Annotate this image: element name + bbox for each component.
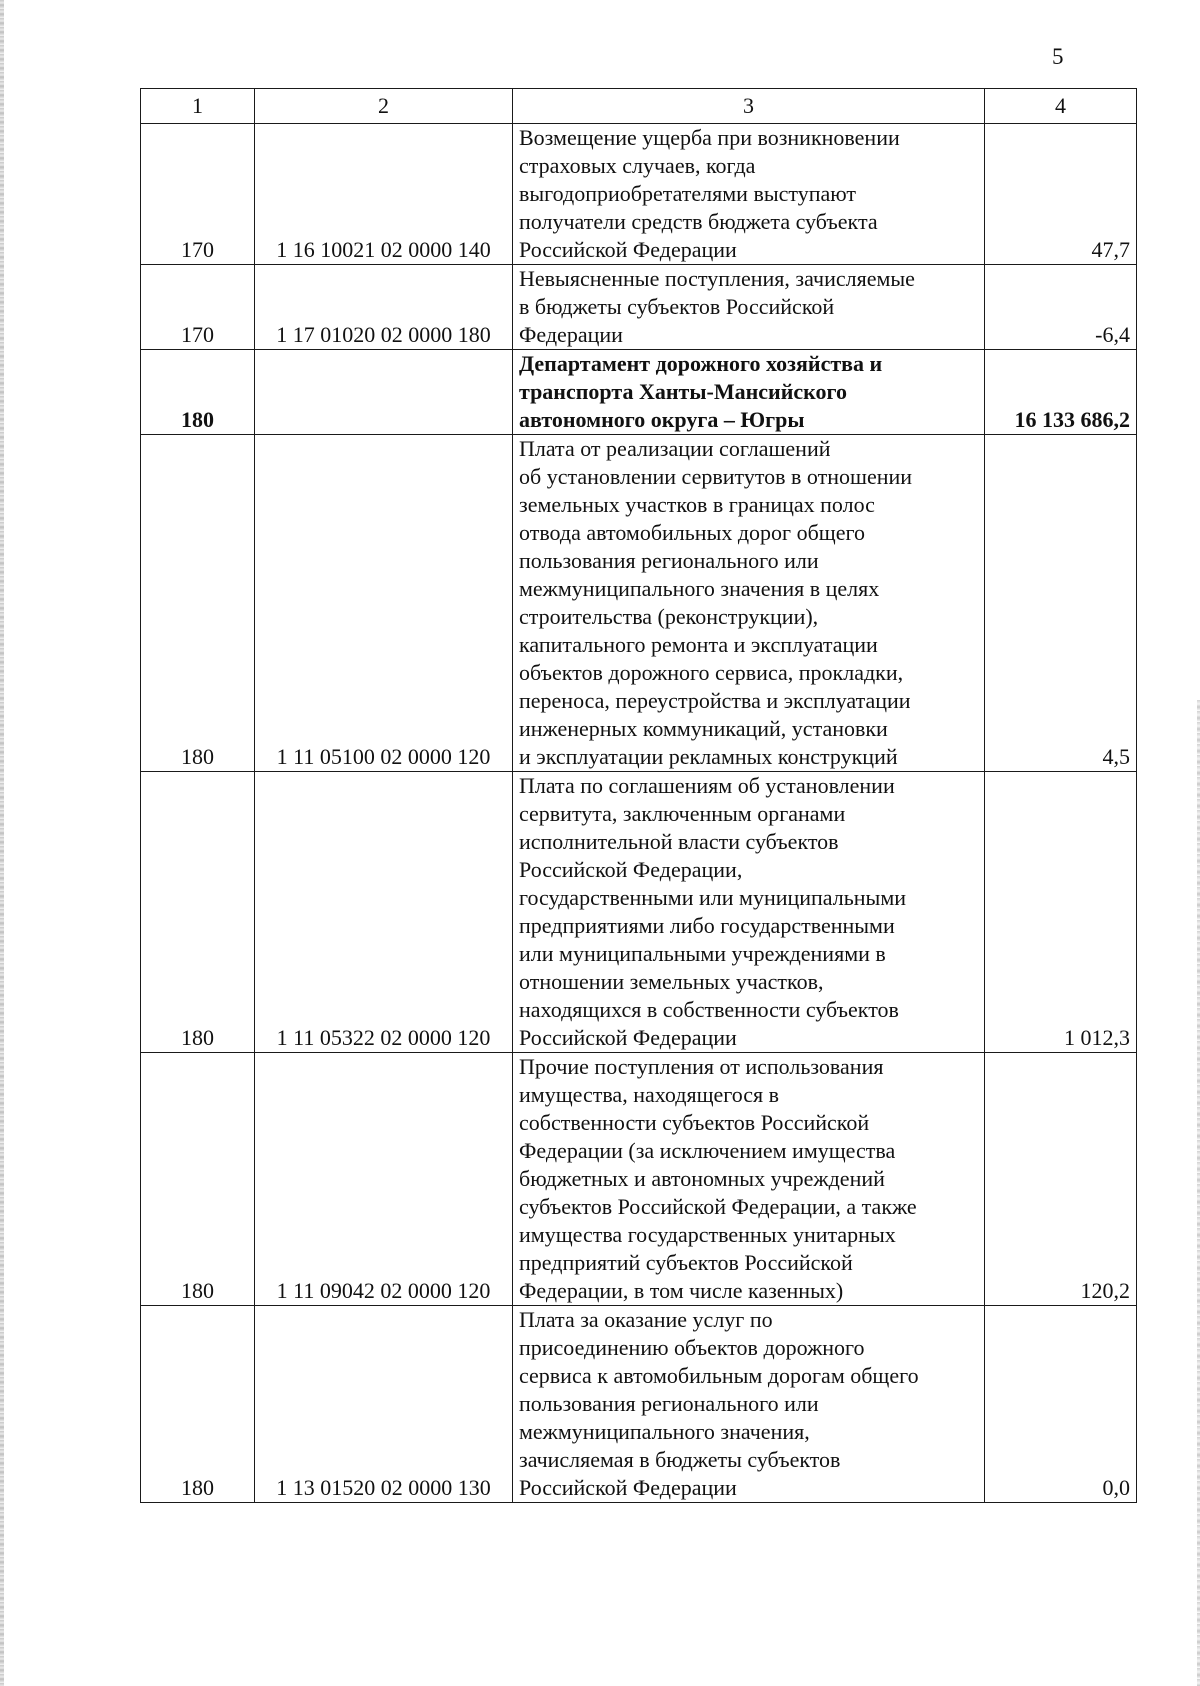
description-line: Федерации, в том числе казенных): [519, 1278, 844, 1303]
description-line: об установлении сервитутов в отношении: [519, 464, 913, 489]
table-row: [141, 350, 1137, 435]
revenue-description-cell: [513, 350, 985, 435]
amount-cell: 47,7: [985, 124, 1137, 265]
description-line: Плата от реализации соглашений: [519, 436, 831, 461]
table-row: [141, 1053, 1137, 1306]
revenue-table-body: [141, 89, 1137, 1503]
table-row: [141, 772, 1137, 1053]
revenue-description-cell: [513, 772, 985, 1053]
description-line: Департамент дорожного хозяйства и: [519, 351, 883, 376]
description-line: пользования регионального или: [519, 1391, 819, 1416]
description-line: пользования регионального или: [519, 548, 819, 573]
description-line: Плата за оказание услуг по: [519, 1307, 773, 1332]
revenue-code-cell: 1 11 05322 02 0000 120: [255, 772, 513, 1053]
description-line: Прочие поступления от использования: [519, 1054, 884, 1079]
description-line: земельных участков в границах полос: [519, 492, 875, 517]
description-line: выгодоприобретателями выступают: [519, 181, 857, 206]
admin-code-cell: 180: [141, 772, 255, 1053]
description-line: собственности субъектов Российской: [519, 1110, 870, 1135]
description-line: Российской Федерации: [519, 237, 737, 262]
description-line: сервиса к автомобильным дорогам общего: [519, 1363, 919, 1388]
revenue-code-cell: 1 11 05100 02 0000 120: [255, 435, 513, 772]
column-header-3: 3: [513, 89, 985, 124]
description-line: межмуниципального значения,: [519, 1419, 810, 1444]
description-line: Федерации (за исключением имущества: [519, 1138, 896, 1163]
table-row: [141, 1306, 1137, 1503]
description-line: имущества государственных унитарных: [519, 1222, 896, 1247]
amount-cell: -6,4: [985, 265, 1137, 350]
description-line: зачисляемая в бюджеты субъектов: [519, 1447, 841, 1472]
admin-code-cell: 180: [141, 1053, 255, 1306]
description-line: или муниципальными учреждениями в: [519, 941, 886, 966]
description-line: субъектов Российской Федерации, а также: [519, 1194, 917, 1219]
admin-code-cell: 180: [141, 1306, 255, 1503]
table-row: [141, 435, 1137, 772]
description-line: капитального ремонта и эксплуатации: [519, 632, 878, 657]
description-line: Возмещение ущерба при возникновении: [519, 125, 900, 150]
amount-cell: 0,0: [985, 1306, 1137, 1503]
description-line: имущества, находящегося в: [519, 1082, 780, 1107]
description-line: переноса, переустройства и эксплуатации: [519, 688, 911, 713]
description-line: Плата по соглашениям об установлении: [519, 773, 895, 798]
revenue-description-cell: [513, 265, 985, 350]
description-line: бюджетных и автономных учреждений: [519, 1166, 885, 1191]
column-header-2: 2: [255, 89, 513, 124]
description-line: предприятиями либо государственными: [519, 913, 895, 938]
revenue-code-cell: 1 17 01020 02 0000 180: [255, 265, 513, 350]
description-line: Российской Федерации,: [519, 857, 743, 882]
description-line: государственными или муниципальными: [519, 885, 907, 910]
description-line: присоединению объектов дорожного: [519, 1335, 865, 1360]
revenue-description-cell: [513, 435, 985, 772]
description-line: отношении земельных участков,: [519, 969, 824, 994]
amount-cell: 16 133 686,2: [985, 350, 1137, 435]
revenue-description-cell: [513, 124, 985, 265]
revenue-code-cell: [255, 350, 513, 435]
description-line: транспорта Ханты-Мансийского: [519, 379, 847, 404]
revenue-description-cell: [513, 1306, 985, 1503]
table-row: [141, 265, 1137, 350]
amount-cell: 1 012,3: [985, 772, 1137, 1053]
admin-code-cell: 180: [141, 435, 255, 772]
revenue-table: [140, 88, 1137, 1503]
description-line: автономного округа – Югры: [519, 407, 805, 432]
scan-edge-left: [0, 0, 4, 1686]
description-line: межмуниципального значения в целях: [519, 576, 880, 601]
admin-code-cell: 170: [141, 124, 255, 265]
description-line: получатели средств бюджета субъекта: [519, 209, 878, 234]
table-header-row: [141, 89, 1137, 124]
description-line: исполнительной власти субъектов: [519, 829, 839, 854]
description-line: Федерации: [519, 322, 623, 347]
table-row: [141, 124, 1137, 265]
description-line: инженерных коммуникаций, установки: [519, 716, 888, 741]
column-header-1: 1: [141, 89, 255, 124]
page-number: 5: [1052, 44, 1064, 69]
amount-cell: 120,2: [985, 1053, 1137, 1306]
description-line: сервитута, заключенным органами: [519, 801, 846, 826]
column-header-4: 4: [985, 89, 1137, 124]
admin-code-cell: 170: [141, 265, 255, 350]
revenue-description-cell: [513, 1053, 985, 1306]
description-line: отвода автомобильных дорог общего: [519, 520, 865, 545]
description-line: строительства (реконструкции),: [519, 604, 819, 629]
description-line: Российской Федерации: [519, 1025, 737, 1050]
revenue-code-cell: 1 16 10021 02 0000 140: [255, 124, 513, 265]
admin-code-cell: 180: [141, 350, 255, 435]
amount-cell: 4,5: [985, 435, 1137, 772]
revenue-code-cell: 1 13 01520 02 0000 130: [255, 1306, 513, 1503]
description-line: страховых случаев, когда: [519, 153, 756, 178]
description-line: предприятий субъектов Российской: [519, 1250, 853, 1275]
description-line: объектов дорожного сервиса, прокладки,: [519, 660, 904, 685]
description-line: находящихся в собственности субъектов: [519, 997, 899, 1022]
description-line: Невыясненные поступления, зачисляемые: [519, 266, 915, 291]
revenue-code-cell: 1 11 09042 02 0000 120: [255, 1053, 513, 1306]
description-line: и эксплуатации рекламных конструкций: [519, 744, 898, 769]
description-line: Российской Федерации: [519, 1475, 737, 1500]
description-line: в бюджеты субъектов Российской: [519, 294, 835, 319]
